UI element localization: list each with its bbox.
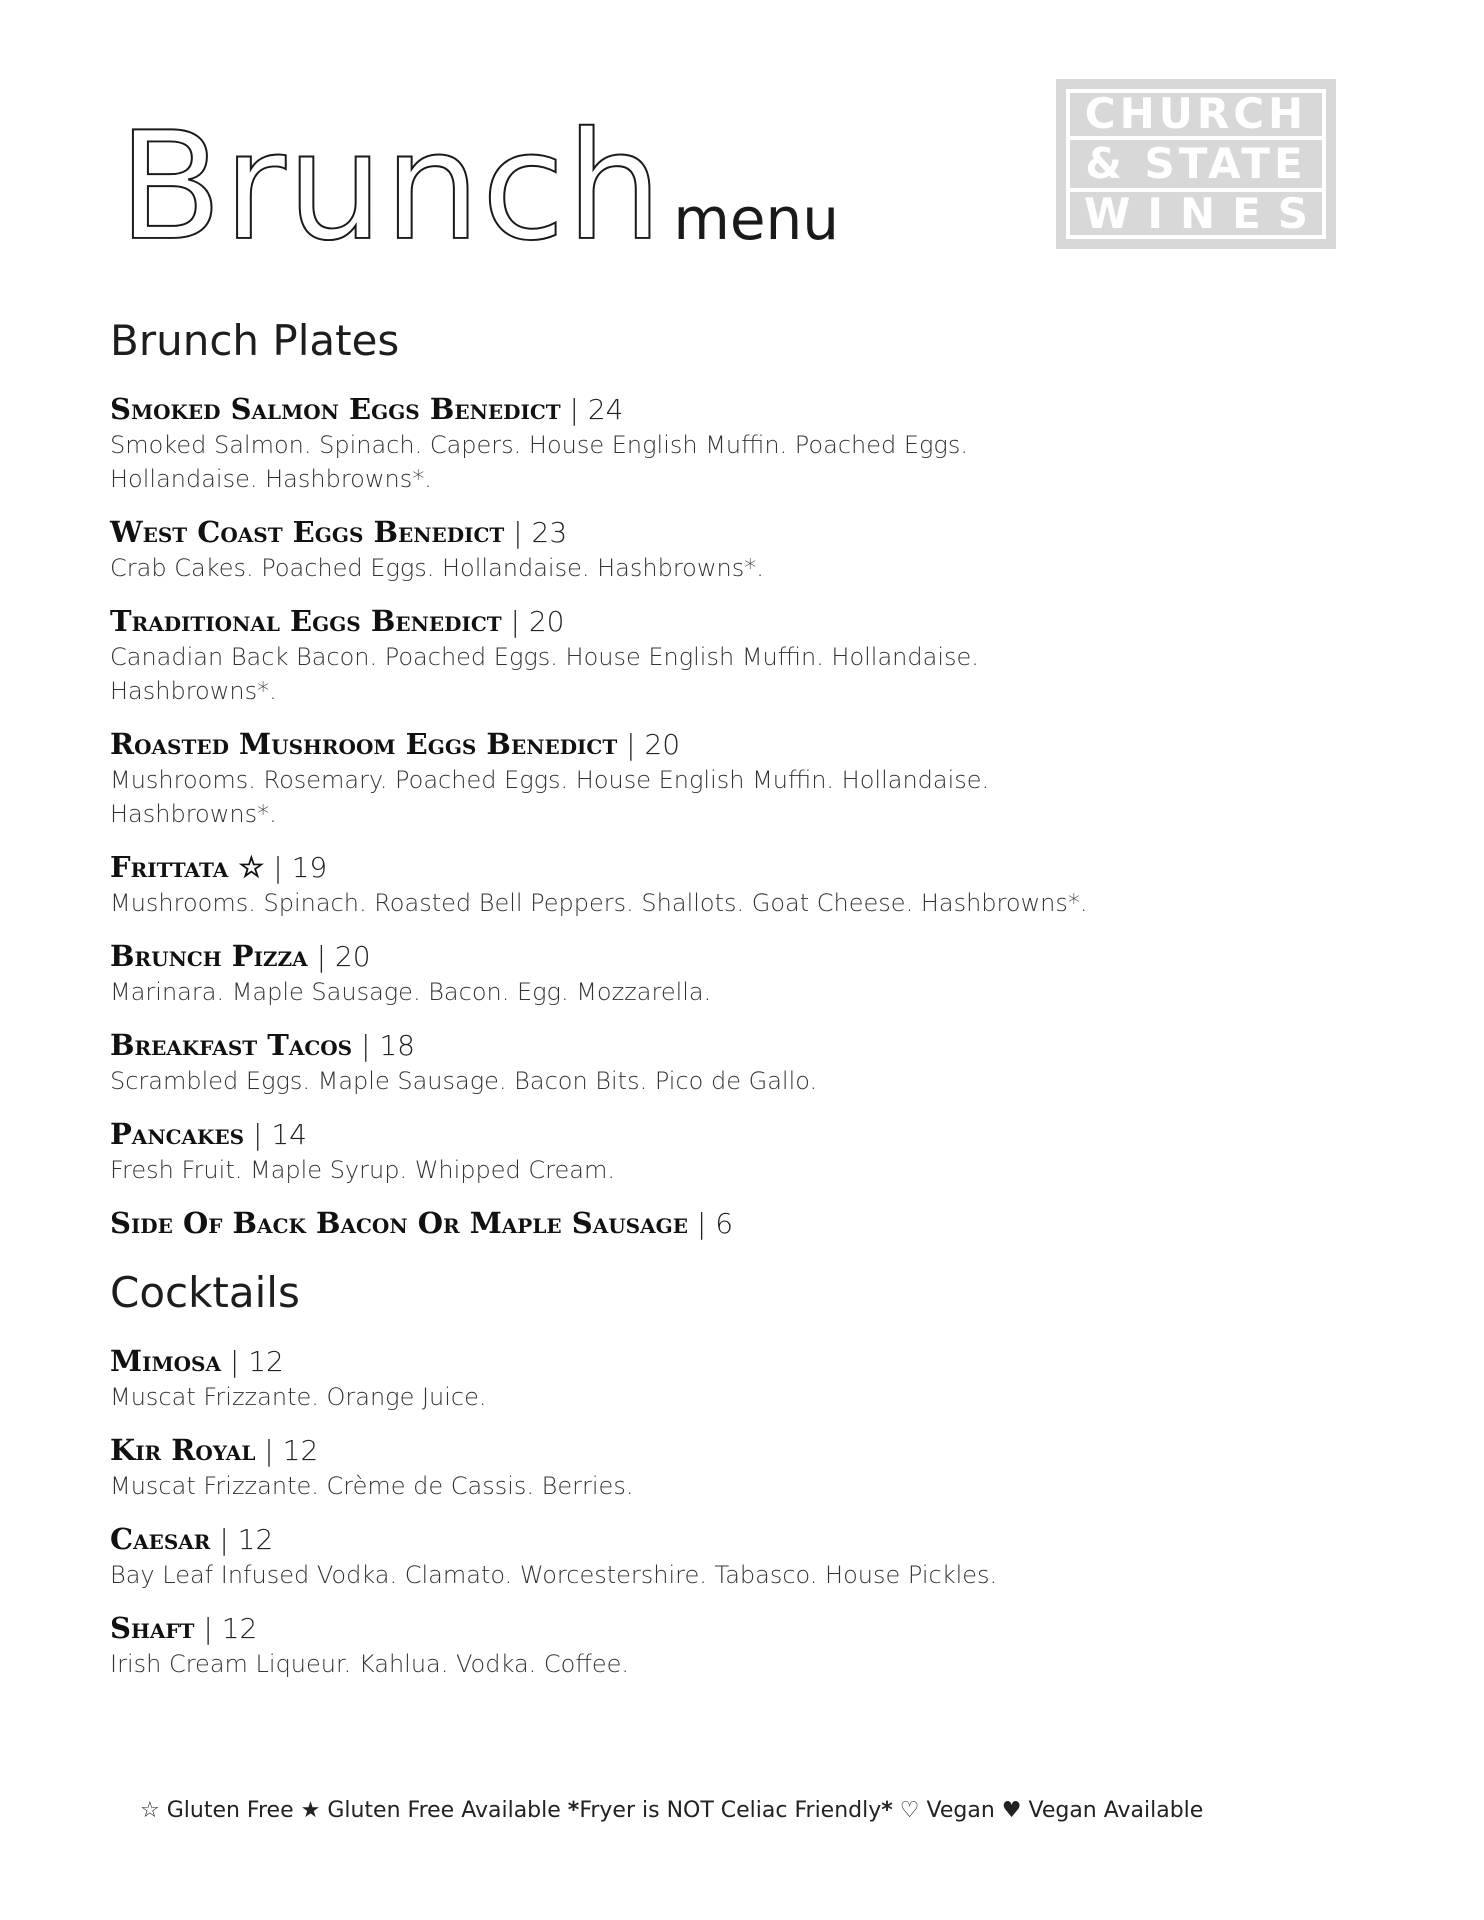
cocktails-section: [110, 1268, 1350, 1699]
menu-item: [110, 514, 1350, 585]
menu-item-price: | 12: [219, 1523, 274, 1556]
menu-item-heading: [110, 849, 1350, 886]
menu-item-price: | 14: [253, 1118, 307, 1151]
section-title-cocktails: Cocktails: [110, 1268, 300, 1317]
menu-item-price: | 18: [361, 1029, 415, 1062]
menu-item-name: Smoked Salmon Eggs Benedict: [110, 392, 561, 426]
menu-item: [110, 849, 1350, 920]
menu-item-price: | 20: [626, 728, 681, 761]
legend-vegan: ♡ Vegan: [899, 1798, 995, 1823]
menu-item-heading: [110, 1432, 1350, 1469]
menu-item-name: Frittata ☆: [110, 850, 265, 884]
menu-item-price: | 23: [513, 516, 568, 549]
menu-item-description: Mushrooms. Spinach. Roasted Bell Peppers. Shallots. Goat Cheese. Hashbrowns*.: [110, 889, 1088, 917]
menu-item-heading: [110, 1027, 1350, 1064]
menu-item: [110, 1521, 1350, 1592]
logo-line-church: CHURCH: [1084, 89, 1308, 139]
menu-item-description: Marinara. Maple Sausage. Bacon. Egg. Mozzarella.: [110, 978, 712, 1006]
menu-item: [110, 603, 1350, 708]
menu-item: [110, 1116, 1350, 1187]
menu-item-description: Crab Cakes. Poached Eggs. Hollandaise. Hashbrowns*.: [110, 554, 764, 582]
brunch-plates-section: [110, 316, 1350, 1260]
section-title-brunch-plates: Brunch Plates: [110, 316, 400, 365]
menu-item-price: | 12: [203, 1612, 258, 1645]
menu-item-name: Roasted Mushroom Eggs Benedict: [110, 727, 618, 761]
menu-item-name: Breakfast Tacos: [110, 1028, 353, 1062]
menu-item: [110, 1610, 1350, 1681]
menu-item: [110, 391, 1350, 496]
menu-item-name: Side Of Back Bacon Or Maple Sausage: [110, 1206, 688, 1240]
menu-item-description: Irish Cream Liqueur. Kahlua. Vodka. Coffee.: [110, 1650, 630, 1678]
menu-item-price: | 20: [316, 940, 371, 973]
menu-item-name: West Coast Eggs Benedict: [110, 515, 505, 549]
brunch-plates-list: [110, 391, 1350, 1242]
menu-item: [110, 1205, 1350, 1242]
menu-item-heading: [110, 726, 1350, 763]
menu-item-description: Muscat Frizzante. Crème de Cassis. Berries.: [110, 1472, 634, 1500]
menu-item-name: Traditional Eggs Benedict: [110, 604, 502, 638]
logo-line-state: & STATE: [1070, 136, 1322, 192]
menu-item-name: Kir Royal: [110, 1433, 256, 1467]
menu-item: [110, 1343, 1350, 1414]
title-main: Brunch: [118, 99, 664, 274]
menu-item: [110, 1432, 1350, 1503]
menu-item-heading: [110, 603, 1350, 640]
menu-item-description: Scrambled Eggs. Maple Sausage. Bacon Bits. Pico de Gallo.: [110, 1067, 818, 1095]
menu-item-name: Mimosa: [110, 1344, 221, 1378]
menu-item: [110, 726, 1350, 831]
menu-item-description: Bay Leaf Infused Vodka. Clamato. Worcestershire. Tabasco. House Pickles.: [110, 1561, 998, 1589]
menu-item-name: Pancakes: [110, 1117, 245, 1151]
menu-item-heading: [110, 1205, 1350, 1242]
menu-item-heading: [110, 514, 1350, 551]
menu-item-description: Fresh Fruit. Maple Syrup. Whipped Cream.: [110, 1156, 615, 1184]
logo-line-wines: WINES: [1084, 188, 1326, 238]
menu-item-heading: [110, 1116, 1350, 1153]
menu-item-price: | 20: [510, 605, 565, 638]
menu-item-description: Canadian Back Bacon. Poached Eggs. House English Muffin. Hollandaise. Hashbrowns*.: [110, 643, 979, 705]
menu-item-heading: [110, 938, 1350, 975]
menu-item-heading: [110, 391, 1350, 428]
menu-item-price: | 6: [696, 1207, 734, 1240]
menu-item-price: | 12: [229, 1345, 284, 1378]
menu-item-name: Caesar: [110, 1522, 211, 1556]
menu-item: [110, 1027, 1350, 1098]
menu-item-price: | 12: [264, 1434, 319, 1467]
menu-item-heading: [110, 1343, 1350, 1380]
menu-item-name: Shaft: [110, 1611, 195, 1645]
church-state-wines-logo: [1056, 79, 1336, 249]
legend-gluten-free: ☆ Gluten Free: [140, 1798, 294, 1823]
page-title: [118, 98, 839, 275]
menu-item-name: Brunch Pizza: [110, 939, 308, 973]
legend-vegan-available: ♥ Vegan Available: [1001, 1798, 1204, 1823]
logo-frame: [1066, 89, 1326, 239]
menu-item-description: Mushrooms. Rosemary. Poached Eggs. House English Muffin. Hollandaise. Hashbrowns*.: [110, 766, 990, 828]
menu-item-price: | 24: [569, 393, 624, 426]
menu-item-heading: [110, 1610, 1350, 1647]
legend-fryer: Fryer is NOT Celiac Friendly: [579, 1798, 882, 1823]
menu-item-description: Smoked Salmon. Spinach. Capers. House English Muffin. Poached Eggs. Hollandaise. Hashbrowns*.: [110, 431, 968, 493]
cocktails-list: [110, 1343, 1350, 1681]
menu-item-description: Muscat Frizzante. Orange Juice.: [110, 1383, 487, 1411]
menu-item-heading: [110, 1521, 1350, 1558]
legend-fryer-star-open: *: [567, 1798, 580, 1823]
title-sub: menu: [673, 185, 840, 253]
menu-item: [110, 938, 1350, 1009]
legend-gluten-free-available: ★ Gluten Free Available: [300, 1798, 561, 1823]
menu-item-price: | 19: [273, 851, 328, 884]
dietary-legend: [140, 1798, 1203, 1823]
legend-fryer-star-close: *: [881, 1798, 893, 1823]
